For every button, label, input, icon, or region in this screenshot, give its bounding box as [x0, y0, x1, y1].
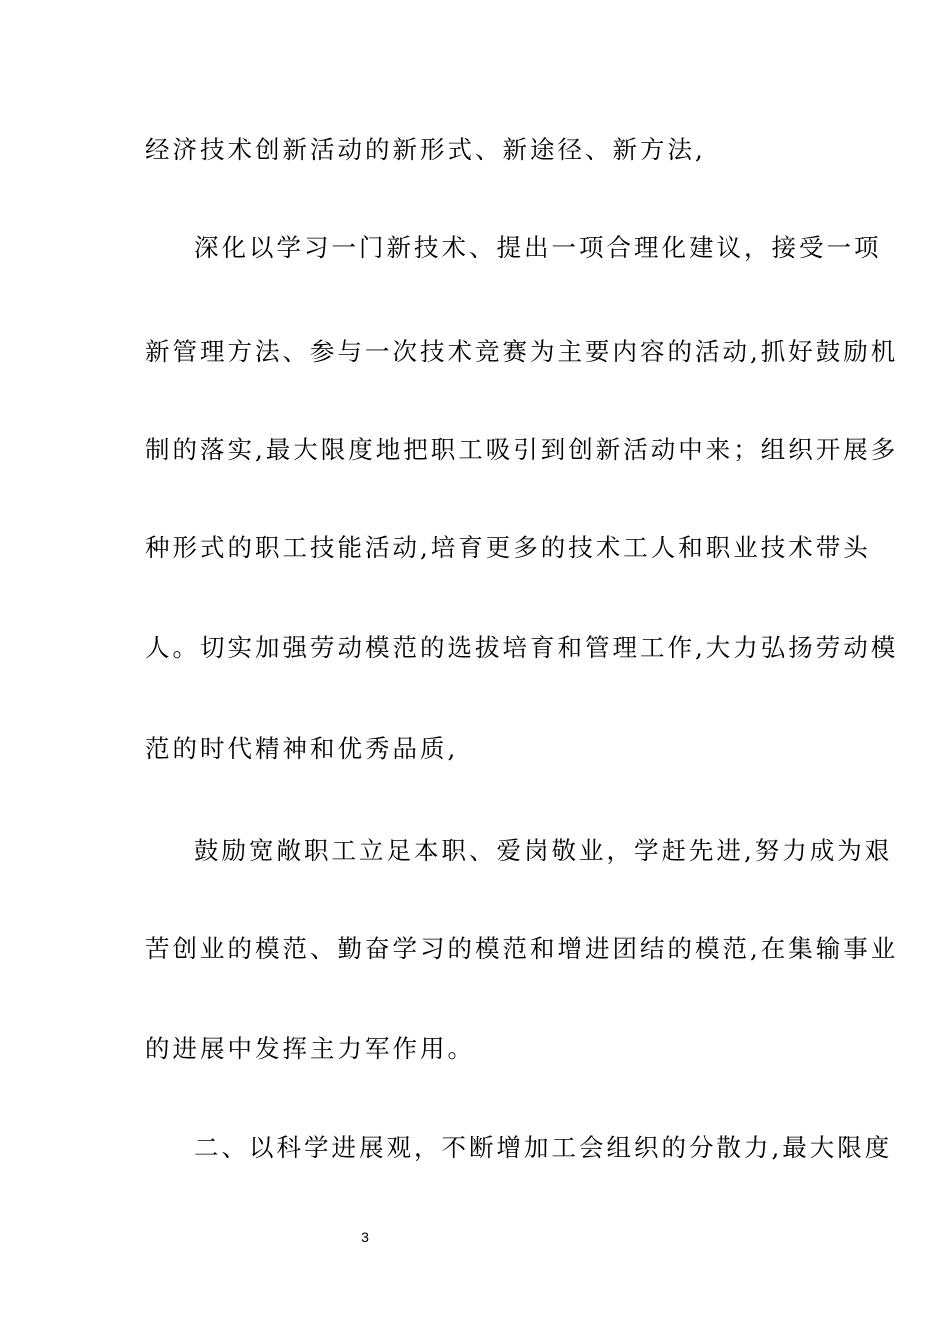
text-line-2: 深化以学习一门新技术、提出一项合理化建议，接受一项 [194, 233, 882, 262]
text-line-9: 苦创业的模范、勤奋学习的模范和增进团结的模范,在集输事业 [145, 934, 899, 963]
text-line-10: 的进展中发挥主力军作用。 [145, 1034, 475, 1063]
text-line-3: 新管理方法、参与一次技术竞赛为主要内容的活动,抓好鼓励机 [145, 337, 899, 366]
text-line-8: 鼓励宽敞职工立足本职、爱岗敬业，学赶先进,努力成为艰 [194, 836, 893, 865]
text-line-5: 种形式的职工技能活动,培育更多的技术工人和职业技术带头 [145, 533, 871, 562]
text-line-7: 范的时代精神和优秀品质, [145, 734, 459, 763]
text-line-1: 经济技术创新活动的新形式、新途径、新方法, [145, 135, 706, 164]
text-line-4: 制的落实,最大限度地把职工吸引到创新活动中来；组织开展多 [145, 435, 899, 464]
text-line-6: 人。切实加强劳动模范的选拔培育和管理工作,大力弘扬劳动模 [145, 633, 899, 662]
page-number: 3 [361, 1229, 369, 1245]
text-line-11: 二、以科学进展观，不断增加工会组织的分散力,最大限度 [194, 1133, 893, 1162]
